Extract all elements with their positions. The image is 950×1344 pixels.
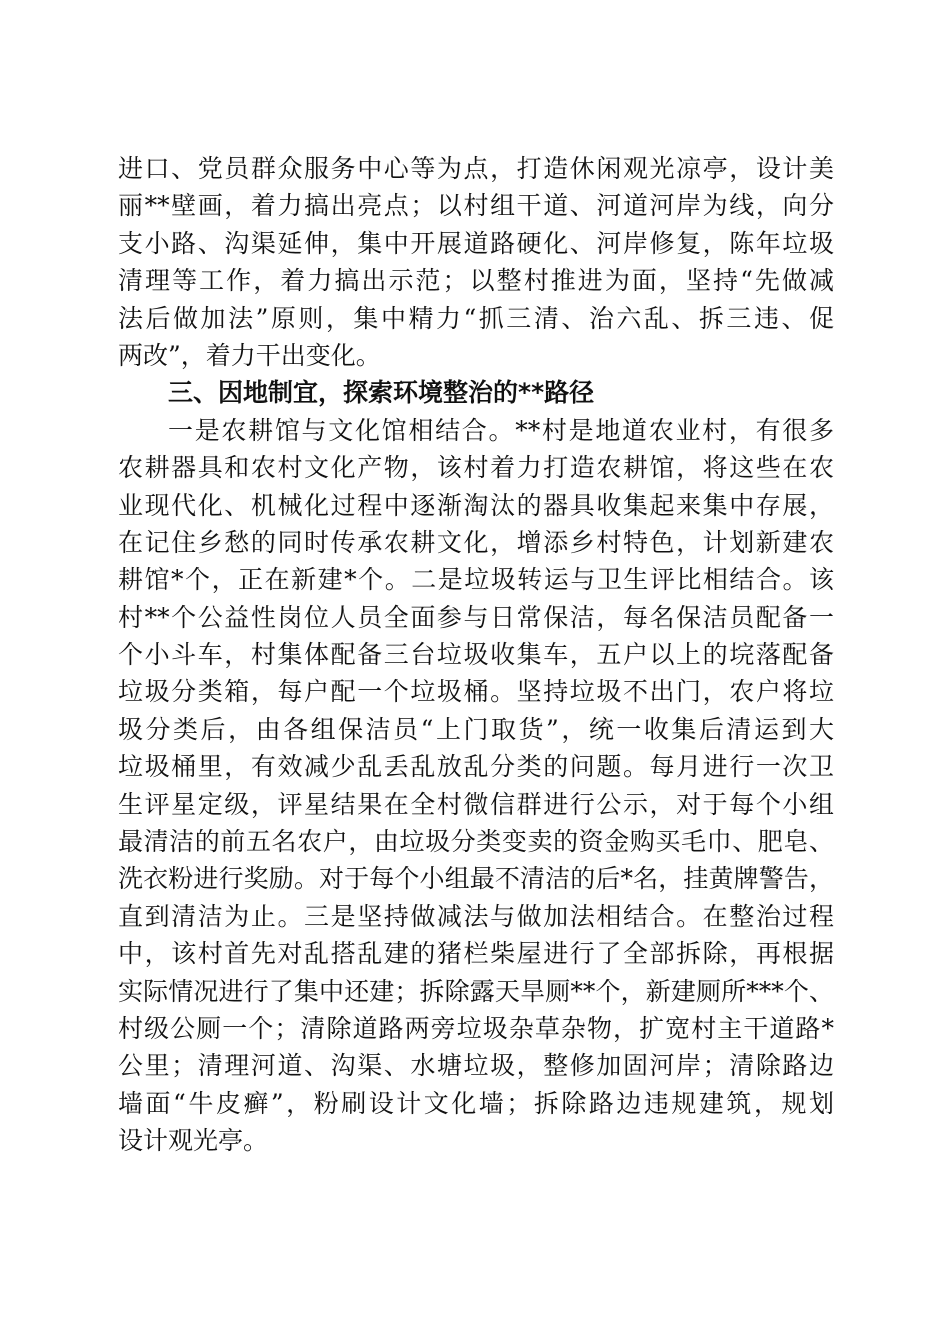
paragraph-line: 公里；清理河道、沟渠、水塘垃圾，整修加固河岸；清除路边 <box>118 1051 834 1081</box>
paragraph-line: 清理等工作，着力搞出示范；以整村推进为面，坚持“先做减 <box>118 266 834 296</box>
paragraph-line: 在记住乡愁的同时传承农耕文化，增添乡村特色，计划新建农 <box>118 527 834 557</box>
paragraph-line: 垃圾分类箱，每户配一个垃圾桶。坚持垃圾不出门，农户将垃 <box>118 677 834 707</box>
paragraph-line: 一是农耕馆与文化馆相结合。**村是地道农业村，有很多 <box>168 415 834 445</box>
paragraph-line: 圾分类后，由各组保洁员“上门取货”，统一收集后清运到大 <box>118 714 834 744</box>
paragraph-line: 耕馆*个，正在新建*个。二是垃圾转运与卫生评比相结合。该 <box>118 565 834 595</box>
paragraph-line: 业现代化、机械化过程中逐渐淘汰的器具收集起来集中存展， <box>118 490 834 520</box>
paragraph-line: 中，该村首先对乱搭乱建的猪栏柴屋进行了全部拆除，再根据 <box>118 939 834 969</box>
paragraph-line: 最清洁的前五名农户，由垃圾分类变卖的资金购买毛巾、肥皂、 <box>118 827 834 857</box>
paragraph-line: 两改”，着力干出变化。 <box>118 340 381 370</box>
paragraph-line: 垃圾桶里，有效减少乱丢乱放乱分类的问题。每月进行一次卫 <box>118 752 834 782</box>
paragraph-line: 丽**壁画，着力搞出亮点；以村组干道、河道河岸为线，向分 <box>118 191 834 221</box>
paragraph-line: 墙面“牛皮癣”，粉刷设计文化墙；拆除路边违规建筑，规划 <box>118 1088 834 1118</box>
paragraph-line: 实际情况进行了集中还建；拆除露天旱厕**个，新建厕所***个、 <box>118 976 834 1006</box>
document-body <box>118 150 834 1160</box>
paragraph-line: 法后做加法”原则，集中精力“抓三清、治六乱、拆三违、促 <box>118 303 834 333</box>
paragraph-line: 进口、党员群众服务中心等为点，打造休闲观光凉亭，设计美 <box>118 154 834 183</box>
section-heading: 三、因地制宜，探索环境整治的**路径 <box>168 378 595 408</box>
paragraph-line: 农耕器具和农村文化产物，该村着力打造农耕馆，将这些在农 <box>118 453 834 483</box>
paragraph-line: 生评星定级，评星结果在全村微信群进行公示，对于每个小组 <box>118 789 834 819</box>
paragraph-line: 支小路、沟渠延伸，集中开展道路硬化、河岸修复，陈年垃圾 <box>118 228 834 258</box>
paragraph-line: 村**个公益性岗位人员全面参与日常保洁，每名保洁员配备一 <box>118 602 834 632</box>
paragraph-line: 洗衣粉进行奖励。对于每个小组最不清洁的后*名，挂黄牌警告， <box>118 864 834 894</box>
paragraph-line: 设计观光亭。 <box>118 1126 269 1156</box>
paragraph-line: 村级公厕一个；清除道路两旁垃圾杂草杂物，扩宽村主干道路* <box>118 1013 834 1043</box>
paragraph-line: 个小斗车，村集体配备三台垃圾收集车，五户以上的垸落配备 <box>118 640 834 670</box>
paragraph-line: 直到清洁为止。三是坚持做减法与做加法相结合。在整治过程 <box>118 901 834 931</box>
